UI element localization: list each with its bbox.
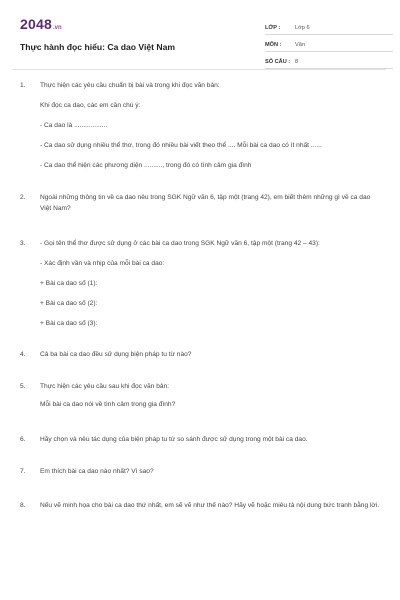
question-number: 7. — [20, 468, 26, 475]
question-body — [40, 349, 380, 360]
meta-value: Lớp 6 — [295, 25, 310, 31]
meta-row-class — [265, 18, 393, 35]
meta-label: SỐ CÂU : — [265, 59, 291, 65]
meta-value: 8 — [295, 59, 299, 65]
meta-row-subject — [265, 35, 393, 52]
question-text: Hãy chọn và nêu tác dụng của biện pháp tu từ so sánh được sử dụng trong một bài ca dao. — [40, 436, 308, 443]
meta-value: Văn — [295, 42, 305, 48]
question-text: Em thích bài ca dao nào nhất? Vì sao? — [40, 468, 154, 475]
question-text: Thực hiện các yêu cầu chuẩn bị bài và trong khi đọc văn bản: — [40, 82, 220, 89]
question-text: - Gọi tên thể thơ được sử dụng ở các bài ca dao trong SGK Ngữ văn 6, tập một (trang 42 – 43): — [40, 240, 320, 247]
site-logo[interactable] — [20, 16, 62, 32]
question-text: Mỗi bài ca dao nói về tình cảm trong gia đình? — [40, 401, 176, 408]
question-body — [40, 500, 380, 511]
question-text: Thực hiện các yêu cầu sau khi đọc văn bản: — [40, 383, 170, 390]
question-number: 6. — [20, 436, 26, 443]
question-number: 2. — [20, 194, 26, 201]
question-text: - Ca dao sử dụng nhiều thể thơ, trong đó nhiều bài viết theo thể .... Mỗi bài ca dao có ít nhất ...... — [40, 142, 322, 149]
logo-text: 2048 — [20, 16, 52, 32]
meta-label: LỚP : — [265, 25, 281, 31]
meta-label: MÔN : — [265, 42, 282, 48]
meta-info-table — [265, 18, 393, 69]
question-number: 5. — [20, 383, 26, 390]
question-text: Khi đọc ca dao, các em cần chú ý: — [40, 102, 141, 109]
question-number: 8. — [20, 502, 26, 509]
worksheet-header — [12, 8, 386, 70]
question-text: Nếu vẽ minh họa cho bài ca dao thứ nhất, em sẽ vẽ như thế nào? Hãy vẽ hoặc miêu tả nội dung bức tranh bằng lời. — [40, 502, 380, 509]
question-body — [40, 466, 380, 477]
question-body — [40, 434, 380, 445]
question-body — [40, 192, 380, 214]
question-text: + Bài ca dao số (3): — [40, 320, 98, 327]
question-number: 1. — [20, 82, 26, 89]
question-text: - Xác định vần và nhịp của mỗi bài ca dao: — [40, 260, 165, 267]
logo-domain: .vn — [52, 25, 62, 31]
question-text: - Ca dao thể hiện các phương diện .........., trong đó có tình cảm gia đình — [40, 162, 252, 169]
question-text: + Bài ca dao số (2): — [40, 300, 98, 307]
question-number: 4. — [20, 351, 26, 358]
question-text: Ngoài những thông tin về ca dao nêu trong SGK Ngữ văn 6, tập một (trang 42), em biết thêm những gì về ca dao Việt Nam? — [40, 194, 371, 212]
question-number: 3. — [20, 240, 26, 247]
question-text: - Ca dao là .................. — [40, 122, 108, 129]
question-text: + Bài ca dao số (1): — [40, 280, 98, 287]
page-title: Thực hành đọc hiểu: Ca dao Việt Nam — [20, 42, 176, 52]
meta-row-question-count — [265, 52, 393, 69]
question-text: Cả ba bài ca dao đều sử dụng biện pháp tu từ nào? — [40, 351, 192, 358]
